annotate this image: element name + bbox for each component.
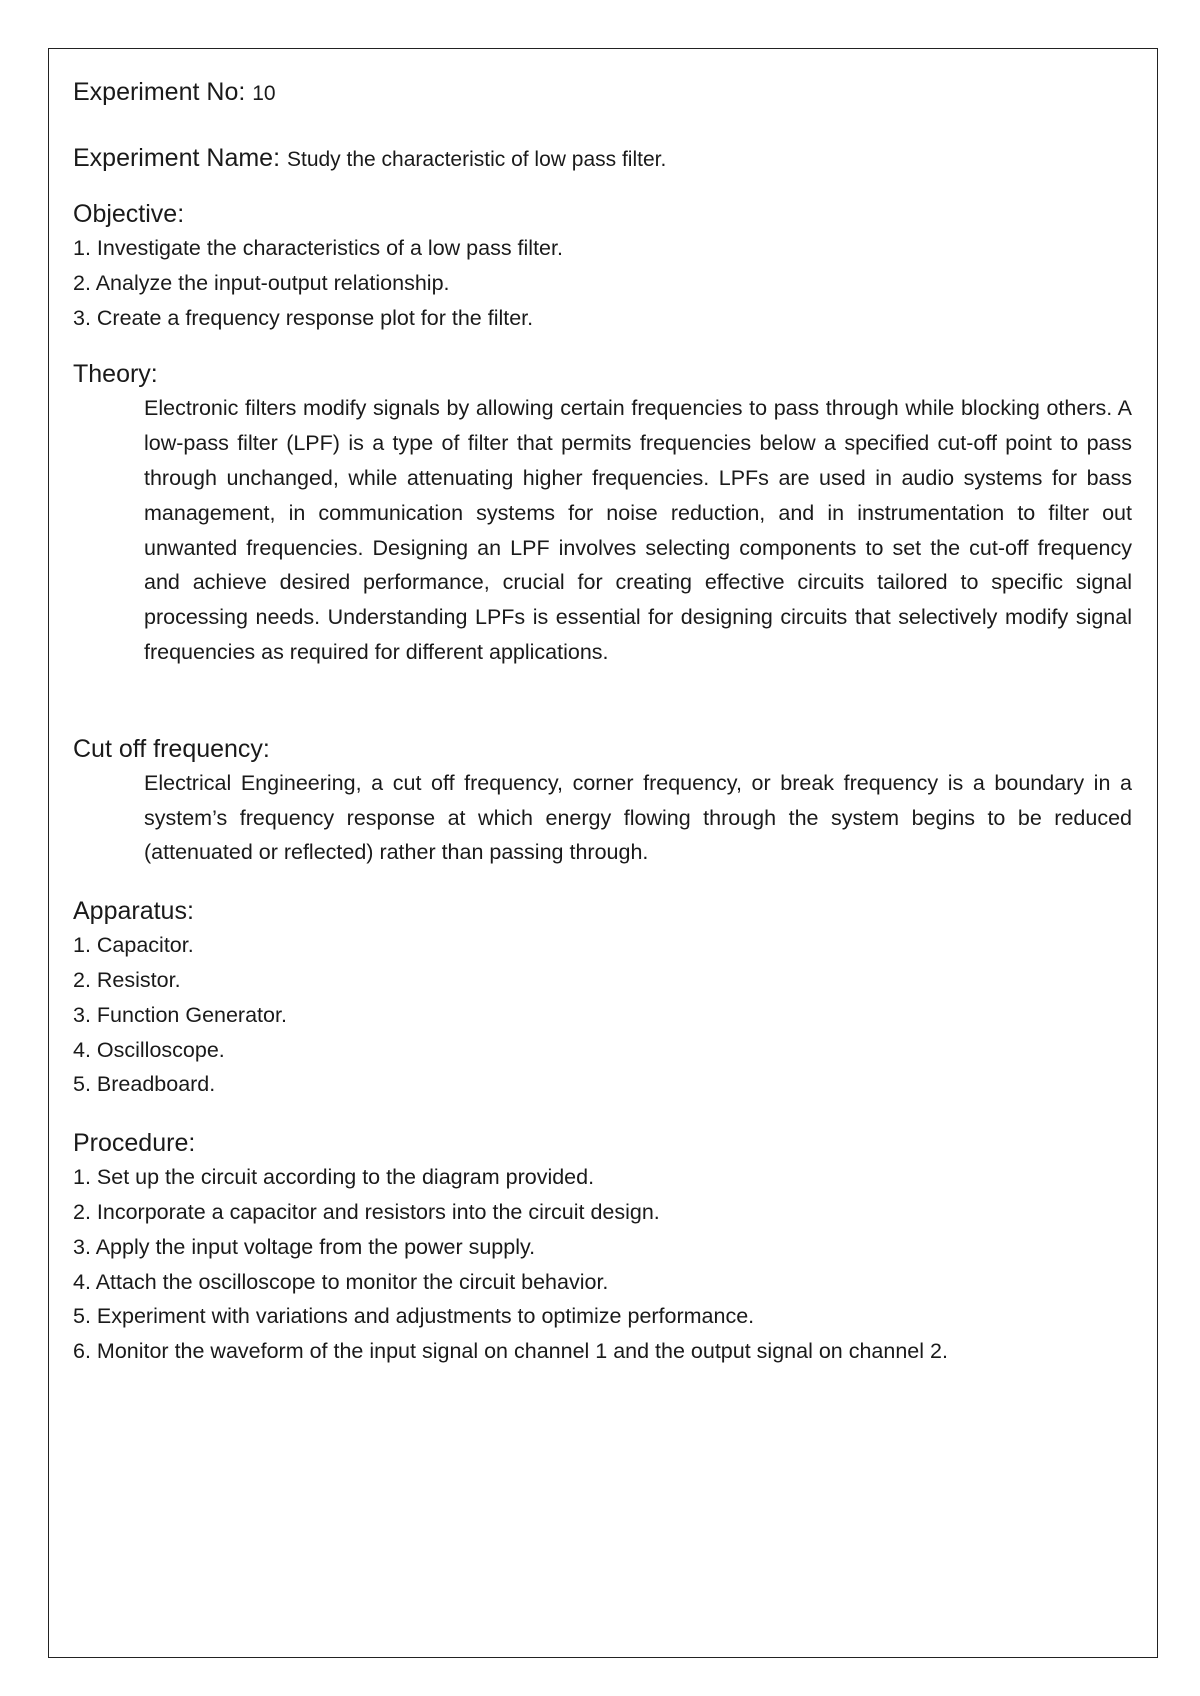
objective-list [73,231,1133,335]
theory-section [73,357,1133,669]
list-item: 4. Oscilloscope. [73,1037,225,1062]
experiment-name-label: Experiment Name: [73,144,281,172]
document-content [73,75,1133,1369]
objective-heading: Objective: [73,200,185,228]
list-item: 5. Experiment with variations and adjustments to optimize performance. [73,1304,755,1329]
list-item: 1. Capacitor. [73,933,194,958]
experiment-number-label: Experiment No: [73,78,246,106]
list-item: 2. Incorporate a capacitor and resistors into the circuit design. [73,1199,660,1224]
list-item: 6. Monitor the waveform of the input signal on channel 1 and the output signal on channel 2. [73,1339,948,1364]
cutoff-section [73,732,1133,870]
experiment-name [73,141,1133,177]
theory-heading: Theory: [73,360,158,389]
list-item: 2. Analyze the input-output relationship. [73,270,450,295]
experiment-name-value: Study the characteristic of low pass filter. [286,148,667,171]
experiment-number [73,75,1133,111]
list-item: 3. Function Generator. [73,1002,287,1027]
list-item: 1. Investigate the characteristics of a low pass filter. [73,236,563,260]
procedure-list [73,1160,1133,1369]
cutoff-heading: Cut off frequency: [73,734,270,763]
theory-text: Electronic filters modify signals by allowing certain frequencies to pass through while blocking others. A low-pass filter (LPF) is a type of filter that permits frequencies below a specified cut-off point to pass through unchanged, while attenuating higher frequencies. LPFs are used in audio systems for bass management, in communication systems for noise reduction, and in instrumentation to filter out unwanted frequencies. Designing an LPF involves selecting components to set the cut-off frequency and achieve desired performance, crucial for creating effective circuits tailored to specific signal processing needs. Understanding LPFs is essential for designing circuits that selectively modify signal frequencies as required for different applications. [144,396,1132,664]
experiment-number-value: 10 [252,82,276,105]
procedure-section [73,1126,1133,1369]
list-item: 3. Create a frequency response plot for the filter. [73,305,534,330]
list-item: 4. Attach the oscilloscope to monitor the circuit behavior. [73,1269,609,1294]
procedure-heading: Procedure: [73,1129,196,1158]
cutoff-text: Electrical Engineering, a cut off frequency, corner frequency, or break frequency is a boundary in a system’s frequency response at which energy flowing through the system begins to be reduced (attenuated or reflected) rather than passing through. [144,770,1132,865]
page-border [48,48,1158,1658]
apparatus-section [73,894,1133,1102]
apparatus-heading: Apparatus: [73,897,194,926]
list-item: 5. Breadboard. [73,1072,216,1097]
list-item: 3. Apply the input voltage from the power supply. [73,1234,536,1259]
list-item: 1. Set up the circuit according to the diagram provided. [73,1165,595,1190]
list-item: 2. Resistor. [73,967,181,992]
objective-section [73,197,1133,335]
apparatus-list [73,928,1133,1102]
